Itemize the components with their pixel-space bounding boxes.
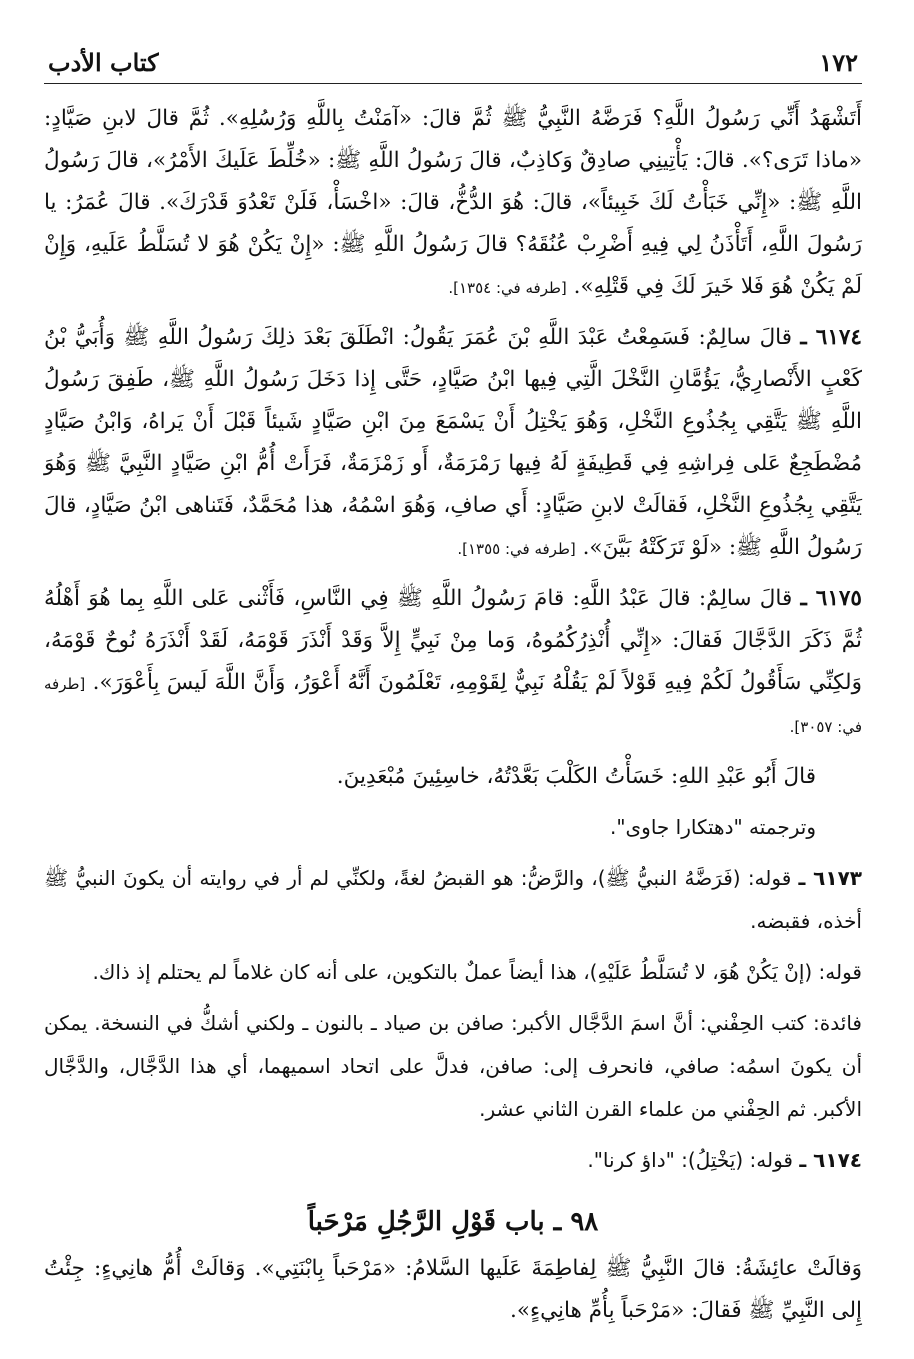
commentary-number: ٦١٧٤ ـ <box>799 1148 862 1172</box>
hadith-number: ٦١٧٤ ـ <box>800 325 862 350</box>
hadith-text: قالَ سالِمٌ: قالَ عَبْدُ اللَّهِ: قامَ رَسُولُ اللَّهِ ﷺ فِي النَّاسِ، فَأَثْنى عَلى اللَّهِ بِما هُوَ أَهْلُهُ ثُمَّ ذَكَرَ الدَّجَّالَ فَقالَ: «إِنِّي أُنْذِرُكُمُوهُ، وَما مِنْ نَبِيٍّ إِلاَّ وَقَدْ أَنْذَرَ قَوْمَهُ، لَقَدْ أَنْذَرَهُ نُوحٌ قَوْمَهُ، وَلكِنِّي سَأَقُولُ لَكُمْ فِيهِ قَوْلاً لَمْ يَقُلْهُ نَبِيٌّ لِقَوْمِهِ، تَعْلَمُونَ أَنَّهُ أَعْوَرُ، وَأَنَّ اللَّهَ لَيسَ بِأَعْوَرَ». <box>44 586 862 695</box>
hadith-text: أَتَشْهَدُ أَنِّي رَسُولُ اللَّهِ؟ فَرَضَّهُ النَّبِيُّ ﷺ ثُمَّ قالَ: «آمَنْتُ بِاللَّهِ وَرُسُلِهِ». ثُمَّ قالَ لابنِ صَيَّادٍ: «ماذا تَرَى؟». قالَ: يَأْتِينِي صادِقٌ وَكاذِبٌ، قالَ رَسُولُ اللَّهِ ﷺ: «خُلِّطَ عَلَيكَ الأَمْرُ»، قالَ رَسُولُ اللَّهِ ﷺ: «إِنِّي خَبَأْتُ لَكَ خَبِيئاً»، قالَ: هُوَ الدُّخُّ، قالَ: «اخْسَأْ، فَلَنْ تَعْدُوَ قَدْرَكَ». قالَ عُمَرُ: يا رَسُولَ اللَّهِ، أَتَأْذَنُ لِي فِيهِ أَضْرِبْ عُنُقَهُ؟ قالَ رَسُولُ اللَّهِ ﷺ: «إِنْ يَكُنْ هُوَ لا تُسَلَّطُ عَلَيهِ، وَإِنْ لَمْ يَكُنْ هُوَ فَلا خَيرَ لَكَ فِي قَتْلِهِ». <box>44 106 862 299</box>
cross-reference: [طرفه في: ٣٠٥٧]. <box>44 675 862 736</box>
book-title: كتاب الأدب <box>48 48 159 77</box>
hadith-6175 <box>44 578 862 748</box>
aisha-narration: وَقالَتْ عائِشَةُ: قالَ النَّبِيُّ ﷺ لِفاطِمَةَ عَلَيها السَّلامُ: «مَرْحَباً بِابْنَتِي». وَقالَتْ أُمُّ هانِيءٍ: جِئْتُ إِلى النَّبِيِّ ﷺ فَقالَ: «مَرْحَباً بِأُمِّ هانِيءٍ». <box>44 1256 862 1323</box>
page-header <box>44 48 862 84</box>
hadith-text: قالَ سالِمٌ: فَسَمِعْتُ عَبْدَ اللَّهِ بْنَ عُمَرَ يَقُولُ: انْطَلَقَ بَعْدَ ذلِكَ رَسُولُ اللَّهِ ﷺ وَأُبَيُّ بْنُ كَعْبٍ الأَنْصارِيُّ، يَؤُمَّانِ النَّخْلَ الَّتِي فِيها ابْنُ صَيَّادٍ، حَتَّى إِذا دَخَلَ رَسُولُ اللَّهِ ﷺ، طَفِقَ رَسُولُ اللَّهِ ﷺ يَتَّقِي بِجُذُوعِ النَّخْلِ، وَهُوَ يَخْتِلُ أَنْ يَسْمَعَ مِنَ ابْنِ صَيَّادٍ شَيئاً قَبْلَ أَنْ يَراهُ، وَابْنُ صَيَّادٍ مُضْطَجِعٌ عَلى فِراشِهِ فِي قَطِيفَةٍ لَهُ فِيها رَمْرَمَةٌ، أَو زَمْزَمَةٌ، فَرَأَتْ أُمُّ ابْنِ صَيَّادٍ النَّبِيَّ ﷺ وَهُوَ يَتَّقِي بِجُذُوعِ النَّخْلِ، فَقالَتْ لابنِ صَيَّادٍ: أَي صافِ، وَهُوَ اسْمُهُ، هذا مُحَمَّدٌ، فَتَناهى ابْنُ صَيَّادٍ، قالَ رَسُولُ اللَّهِ ﷺ: «لَوْ تَرَكَتْهُ بَيَّنَ». <box>44 325 862 560</box>
abu-abdullah-note: قالَ أَبُو عَبْدِ اللهِ: خَسَأْتُ الكَلْبَ بَعَّدْتُهُ، خاسِئِينَ مُبْعَدِينَ. <box>336 764 816 789</box>
page-body <box>44 98 862 1332</box>
hadith-number: ٦١٧٥ ـ <box>800 586 862 611</box>
page-number: ١٧٢ <box>819 48 858 77</box>
cross-reference: [طرفه في: ١٣٥٤]. <box>448 279 567 297</box>
translation-note: وترجمته "دهتكارا جاوى". <box>609 815 816 839</box>
commentary-taslit: قوله: (إنْ يَكُنْ هُوَ، لا تُسَلَّطُ عَلَيْهِ)، هذا أيضاً عملٌ بالتكوين، على أنه كان غلاماً لم يحتلم إذ ذاك. <box>92 960 862 984</box>
cross-reference: [طرفه في: ١٣٥٥]. <box>457 540 576 558</box>
faida-note: فائدة: كتب الحِفْني: أنَّ اسمَ الدَّجَّال الأكبر: صافن بن صياد ـ بالنون ـ ولكني أشكُّ في النسخة. يمكن أن يكونَ اسمُه: صافي، فانحرف إلى: صافن، فدلَّ على اتحاد اسميهما، أي هذا الدَّجَّال، والدَّجَّال الأكبر. ثم الحِفْني من علماء القرن الثاني عشر. <box>44 1011 862 1121</box>
hadith-6174 <box>44 317 862 570</box>
hadith-continuation <box>44 98 862 309</box>
chapter-heading: ٩٨ ـ باب قَوْلِ الرَّجُلِ مَرْحَباً <box>307 1207 599 1237</box>
commentary-6174 <box>44 1139 862 1182</box>
commentary-text: قوله: (فَرَضَّهُ النبيُّ ﷺ)، والرَّضُّ: هو القبضُ لغةً، ولكنِّي لم أر في روايته أن يكونَ النبيُّ ﷺ أخذه، فقبضه. <box>44 866 862 933</box>
commentary-text: قوله: (يَخْتِلُ): "داؤ كرنا". <box>587 1148 793 1172</box>
commentary-number: ٦١٧٣ ـ <box>798 866 862 890</box>
commentary-6173 <box>44 857 862 943</box>
